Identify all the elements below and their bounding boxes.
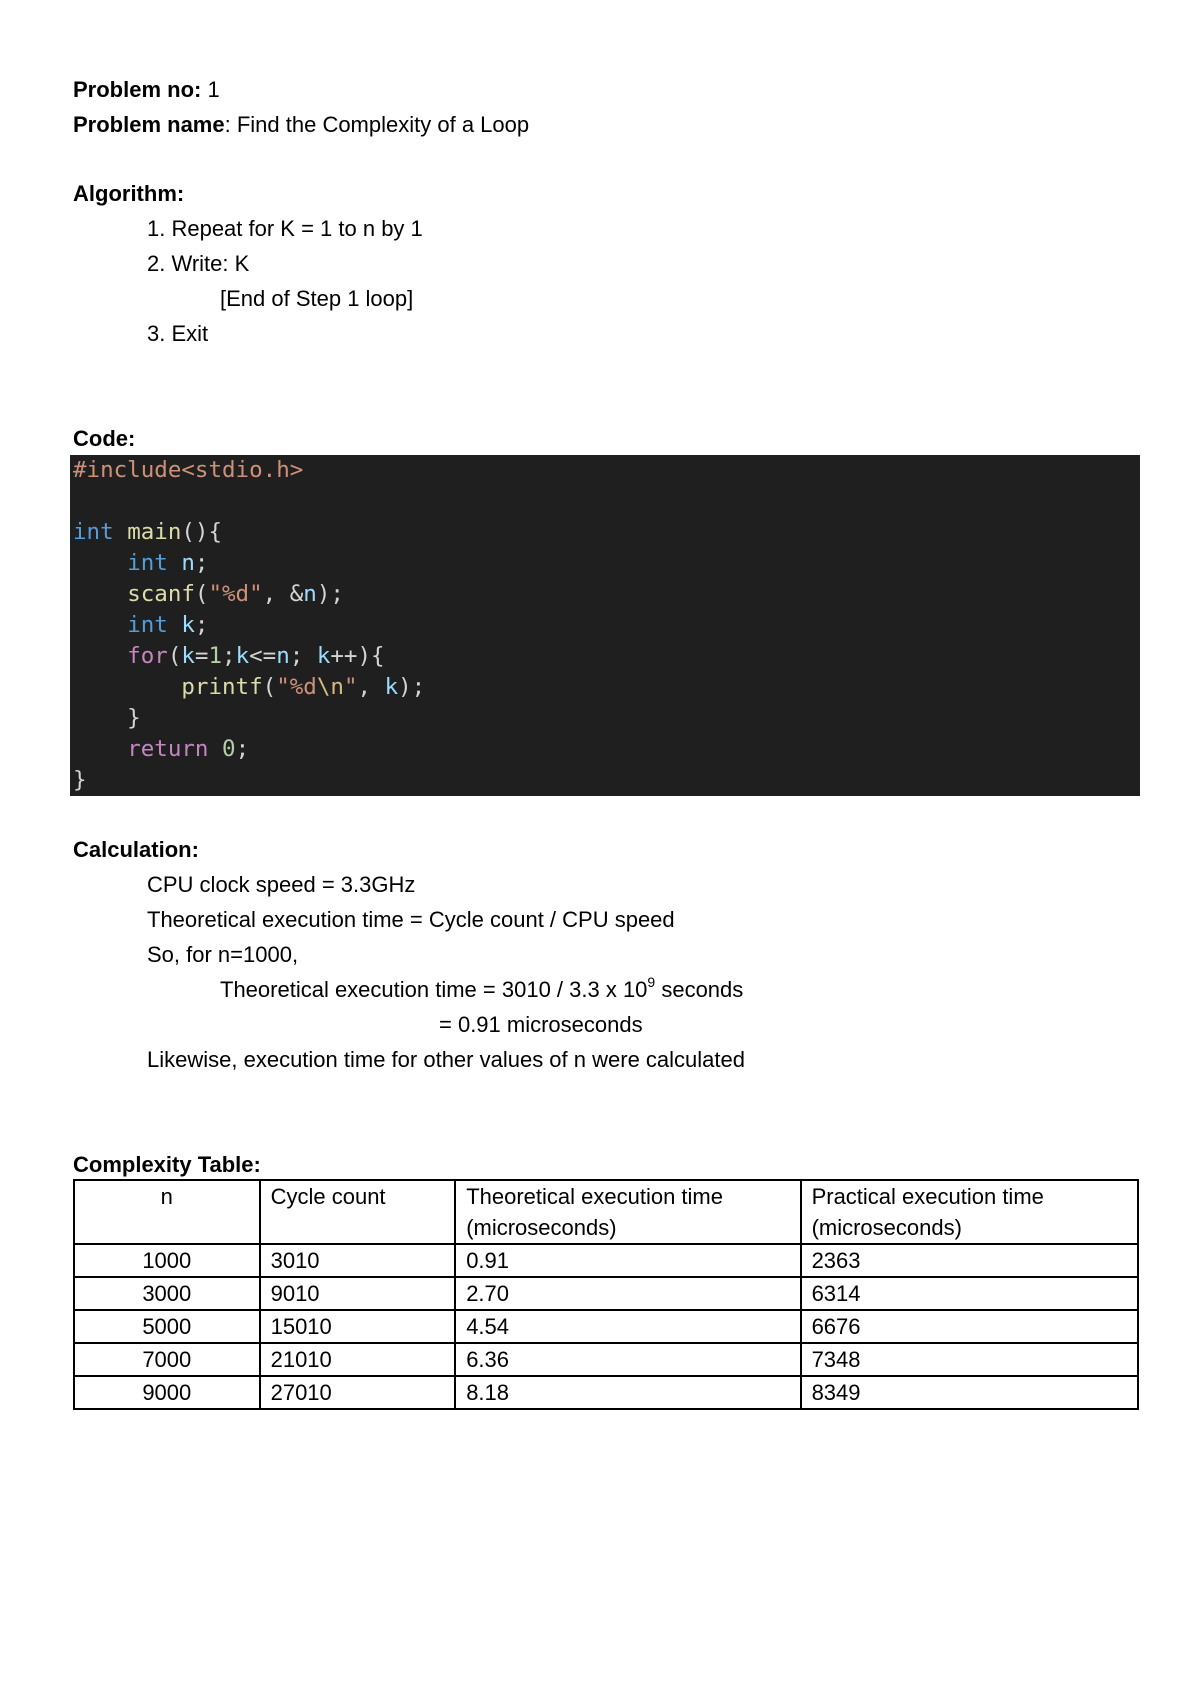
code-line: #include<stdio.h> bbox=[73, 457, 304, 483]
cpu-clock-line: CPU clock speed = 3.3GHz bbox=[147, 872, 416, 897]
complexity-table bbox=[73, 1179, 1139, 1410]
table-cell: 9010 bbox=[260, 1277, 456, 1310]
table-cell: 8349 bbox=[801, 1376, 1138, 1409]
algorithm-step: 2. Write: K bbox=[147, 251, 250, 276]
likewise-line: Likewise, execution time for other values of n were calculated bbox=[147, 1047, 745, 1072]
table-cell: 6.36 bbox=[455, 1343, 800, 1376]
algorithm-step: 1. Repeat for K = 1 to n by 1 bbox=[147, 216, 423, 241]
calculation-heading: Calculation: bbox=[73, 837, 199, 862]
table-cell: 27010 bbox=[260, 1376, 456, 1409]
table-row bbox=[74, 1343, 1138, 1376]
algorithm-step: 3. Exit bbox=[147, 321, 209, 346]
table-row bbox=[74, 1244, 1138, 1277]
table-cell: 6314 bbox=[801, 1277, 1138, 1310]
table-cell: 15010 bbox=[260, 1310, 456, 1343]
so-line: So, for n=1000, bbox=[147, 942, 299, 967]
table-header-row bbox=[74, 1180, 1138, 1244]
problem-no-value: 1 bbox=[207, 77, 220, 102]
code-heading: Code: bbox=[73, 426, 136, 451]
table-cell: 21010 bbox=[260, 1343, 456, 1376]
table-cell: 8.18 bbox=[455, 1376, 800, 1409]
code-line: } bbox=[73, 705, 141, 731]
equation-line-2: = 0.91 microseconds bbox=[439, 1012, 643, 1037]
table-cell: 9000 bbox=[74, 1376, 260, 1409]
code-block bbox=[70, 455, 1140, 796]
code-line: for(k=1;k<=n; k++){ bbox=[127, 643, 385, 669]
table-row bbox=[74, 1310, 1138, 1343]
problem-name-label: Problem name bbox=[73, 112, 225, 137]
table-row bbox=[74, 1376, 1138, 1409]
algorithm-step: [End of Step 1 loop] bbox=[220, 286, 414, 311]
table-cell: 4.54 bbox=[455, 1310, 800, 1343]
code-line: int k; bbox=[127, 612, 209, 638]
equation-line-1: Theoretical execution time = 3010 / 3.3 x $10^9$ seconds bbox=[220, 974, 744, 1002]
code-line: int main(){ bbox=[73, 519, 223, 545]
problem-name-value: : Find the Complexity of a Loop bbox=[224, 112, 530, 137]
column-header: Theoretical execution time (microseconds) bbox=[455, 1180, 800, 1244]
table-cell: 2.70 bbox=[455, 1277, 800, 1310]
table-cell: 7348 bbox=[801, 1343, 1138, 1376]
problem-name bbox=[73, 111, 529, 139]
table-row bbox=[74, 1277, 1138, 1310]
problem-no bbox=[73, 76, 220, 104]
column-header: Cycle count bbox=[260, 1180, 456, 1244]
table-cell: 6676 bbox=[801, 1310, 1138, 1343]
formula-line: Theoretical execution time = Cycle count / CPU speed bbox=[147, 907, 675, 932]
table-cell: 2363 bbox=[801, 1244, 1138, 1277]
code-line: scanf("%d", &n); bbox=[127, 581, 344, 607]
algorithm-heading: Algorithm: bbox=[73, 181, 185, 206]
column-header: Practical execution time (microseconds) bbox=[801, 1180, 1138, 1244]
column-header: n bbox=[74, 1180, 260, 1244]
code-line: return 0; bbox=[127, 736, 250, 762]
problem-no-label: Problem no: bbox=[73, 77, 202, 102]
code-line: int n; bbox=[127, 550, 209, 576]
table-cell: 7000 bbox=[74, 1343, 260, 1376]
table-cell: 0.91 bbox=[455, 1244, 800, 1277]
table-cell: 5000 bbox=[74, 1310, 260, 1343]
exponent: 9 bbox=[647, 974, 656, 990]
complexity-table-heading: Complexity Table: bbox=[73, 1152, 261, 1177]
code-line: } bbox=[73, 767, 87, 793]
table-cell: 3000 bbox=[74, 1277, 260, 1310]
table-cell: 3010 bbox=[260, 1244, 456, 1277]
code-line: printf("%d\n", k); bbox=[181, 674, 426, 700]
table-cell: 1000 bbox=[74, 1244, 260, 1277]
